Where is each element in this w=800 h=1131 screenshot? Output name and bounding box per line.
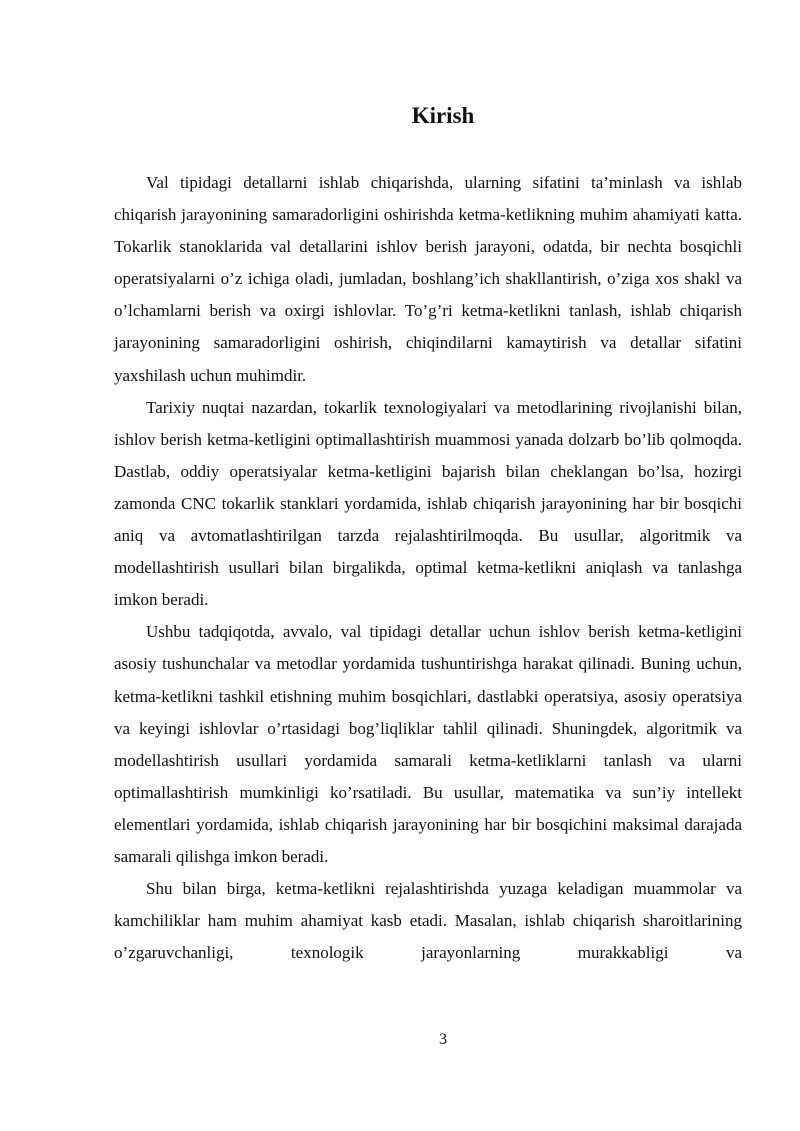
- page-number: 3: [439, 1031, 447, 1048]
- body-text: [114, 167, 742, 969]
- paragraph: Shu bilan birga, ketma-ketlikni rejalashtirishda yuzaga keladigan muammolar va kamchiliklar ham muhim ahamiyat kasb etadi. Masalan, ishlab chiqarish sharoitlarining o’zgaruvchanligi, texnologik jarayonlarning murakkabligi va: [114, 879, 742, 963]
- paragraph: Ushbu tadqiqotda, avvalo, val tipidagi detallar uchun ishlov berish ketma-ketligini asosiy tushunchalar va metodlar yordamida tushuntirishga harakat qilinadi. Buning uchun, ketma-ketlikni tashkil etishning muhim bosqichlari, dastlabki operatsiya, asosiy operatsiya va keyingi ishlovlar o’rtasidagi bog’liqliklar tahlil qilinadi. Shuningdek, algoritmik va modellashtirish usullari yordamida samarali ketma-ketliklarni tanlash va ularni optimallashtirish mumkinligi ko’rsatiladi. Bu usullar, matematika va sun’iy intellekt elementlari yordamida, ishlab chiqarish jarayonining har bir bosqichini maksimal darajada samarali qilishga imkon beradi.: [114, 622, 742, 866]
- paragraph: Tarixiy nuqtai nazardan, tokarlik texnologiyalari va metodlarining rivojlanishi bilan, ishlov berish ketma-ketligini optimallashtirish muammosi yanada dolzarb bo’lib qolmoqda. Dastlab, oddiy operatsiyalar ketma-ketligini bajarish bilan cheklangan bo’lsa, hozirgi zamonda CNC tokarlik stanklari yordamida, ishlab chiqarish jarayonining har bir bosqichi aniq va avtomatlashtirilgan tarzda rejalashtirilmoqda. Bu usullar, algoritmik va modellashtirish usullari bilan birgalikda, optimal ketma-ketlikni aniqlash va tanlashga imkon beradi.: [114, 397, 742, 610]
- page-title: Kirish: [411, 103, 475, 128]
- paragraph: Val tipidagi detallarni ishlab chiqarishda, ularning sifatini ta’minlash va ishlab chiqarish jarayonining samaradorligini oshirishda ketma-ketlikning muhim ahamiyati katta. Tokarlik stanoklarida val detallarini ishlov berish jarayoni, odatda, bir nechta bosqichli operatsiyalarni o’z ichiga oladi, jumladan, boshlang’ich shakllantirish, o’ziga xos shakl va o’lchamlarni berish va oxirgi ishlovlar. To’g’ri ketma-ketlikni tanlash, ishlab chiqarish jarayonining samaradorligini oshirish, chiqindilarni kamaytirish va detallar sifatini yaxshilash uchun muhimdir.: [114, 173, 742, 385]
